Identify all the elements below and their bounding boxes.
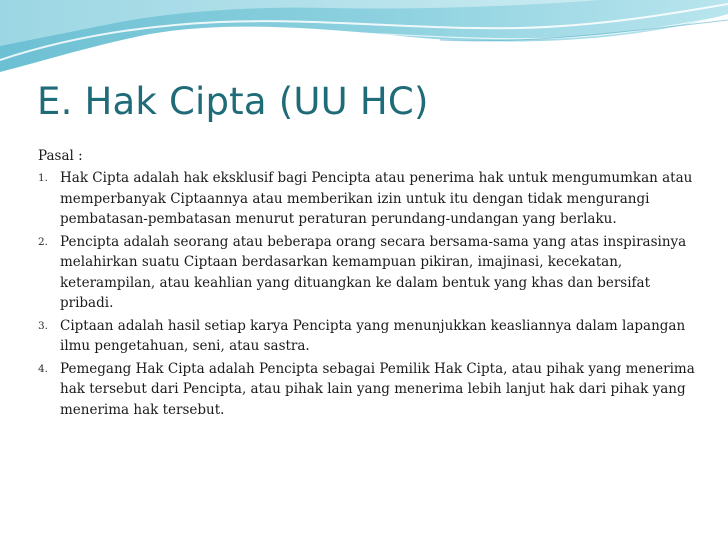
list-item-text: Pencipta adalah seorang atau beberapa orang secara bersama-sama yang atas inspirasinya melahirkan suatu Ciptaan berdasarkan kemampuan pikiran, imajinasi, kecekatan, keterampilan, atau keahlian yang dituangkan ke dalam bentuk yang khas dan bersifat pribadi. (60, 233, 687, 311)
list-item-number: 1. (38, 172, 49, 184)
intro-label: Pasal : (38, 148, 83, 164)
list-item (38, 168, 698, 230)
list-item-number: 3. (38, 319, 49, 332)
list-item-text: Pemegang Hak Cipta adalah Pencipta sebagai Pemilik Hak Cipta, atau pihak yang menerima hak tersebut dari Pencipta, atau pihak lain yang menerima lebih lanjut hak dari pihak yang menerima hak tersebut. (60, 360, 695, 418)
list-item-number: 2. (38, 235, 49, 248)
list-item (38, 232, 698, 314)
list-item-text: Hak Cipta adalah hak eksklusif bagi Pencipta atau penerima hak untuk mengumumkan atau memperbanyak Ciptaannya atau memberikan izin untuk itu dengan tidak mengurangi pembatasan-pembatasan menurut peraturan perundang-undangan yang berlaku. (60, 170, 693, 227)
list-item (38, 316, 698, 357)
header-wave-decoration (0, 0, 728, 80)
definition-list (38, 168, 698, 420)
list-item (38, 359, 698, 421)
list-item-text: Ciptaan adalah hasil setiap karya Pencipta yang menunjukkan keasliannya dalam lapangan ilmu pengetahuan, seni, atau sastra. (60, 317, 686, 354)
list-item-number: 4. (38, 362, 49, 375)
slide-title: E. Hak Cipta (UU HC) (37, 80, 429, 123)
slide-body (38, 146, 698, 422)
